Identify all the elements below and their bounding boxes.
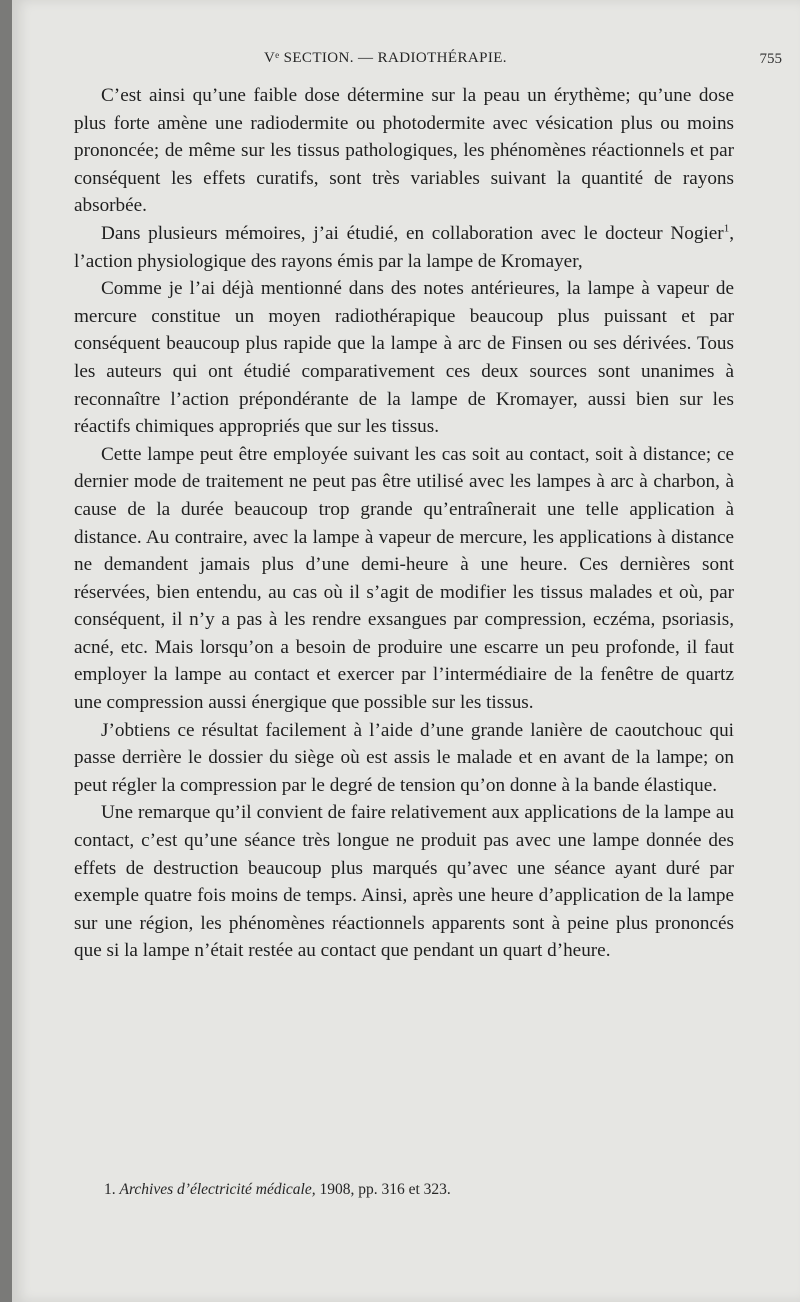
footnote-journal: Archives d’électricité médicale, <box>119 1181 316 1198</box>
paragraph-2 <box>74 220 734 275</box>
paragraph-1: C’est ainsi qu’une faible dose détermine sur la peau un érythème; qu’une dose plus forte amène une radiodermite ou photodermite avec vésication plus ou moins prononcée; de même sur les tissus pathologiques, les phénomènes réactionnels et par conséquent les effets curatifs, sont très variables suivant la quantité de rayons absorbée. <box>74 85 734 217</box>
paragraph-3: Comme je l’ai déjà mentionné dans des notes antérieures, la lampe à vapeur de mercure constitue un moyen radiothérapique beaucoup plus puissant et par conséquent beaucoup plus rapide que la lampe à arc de Finsen ou ses dérivées. Tous les auteurs qui ont étudié comparativement ces deux sources sont unanimes à reconnaître l’action prépondérante de la lampe de Kromayer, aussi bien sur les réactifs chimiques appropriés que sur les tissus. <box>74 278 734 438</box>
paragraph-2-text-a: Dans plusieurs mémoires, j’ai étudié, en collaboration avec le docteur Nogier <box>101 222 724 244</box>
book-page <box>12 0 800 1302</box>
paragraph-2-text-b: , l’action physiologique des rayons émis par la lampe de Kromayer, <box>74 222 734 272</box>
footnote <box>104 1181 451 1199</box>
page-number: 755 <box>759 51 782 67</box>
footnote-number: 1. <box>104 1181 116 1198</box>
paragraph-4: Cette lampe peut être employée suivant les cas soit au contact, soit à distance; ce dernier mode de traitement ne peut pas être utilisé avec les lampes à arc à charbon, à cause de la durée beaucoup trop grande qu’entraînerait une telle application à distance. Au contraire, avec la lampe à vapeur de mercure, les applications à distance ne demandent jamais plus d’une demi-heure à une heure. Ces dernières sont réservées, bien entendu, au cas où il s’agit de modifier les tissus malades et où, par conséquent, il n’y a pas à les rendre exsangues par compression, eczéma, psoriasis, acné, etc. Mais lorsqu’on a besoin de produire une escarre un peu profonde, il faut employer la lampe au contact et exercer par l’intermédiaire de la fenêtre de quartz une compression aussi énergique que possible sur les tissus. <box>74 443 734 714</box>
paragraph-6: Une remarque qu’il convient de faire relativement aux applications de la lampe au contact, c’est qu’une séance très longue ne produit pas avec une lampe donnée des effets de destruction beaucoup plus marqués qu’avec une séance ayant duré par exemple quatre fois moins de temps. Ainsi, après une heure d’application de la lampe sur une région, les phénomènes réactionnels apparents sont à peine plus prononcés que si la lampe n’était restée au contact que pendant un quart d’heure. <box>74 802 734 962</box>
body-text <box>74 82 734 965</box>
footnote-reference: 1 <box>723 222 730 235</box>
section-title: Vᵉ SECTION. — RADIOTHÉRAPIE. <box>264 50 507 66</box>
running-head <box>12 50 800 74</box>
paragraph-5: J’obtiens ce résultat facilement à l’aide d’une grande lanière de caoutchouc qui passe derrière le dossier du siège où est assis le malade et en avant de la lampe; on peut régler la compression par le degré de tension qu’on donne à la bande élastique. <box>74 719 734 796</box>
footnote-details: 1908, pp. 316 et 323. <box>319 1181 451 1198</box>
